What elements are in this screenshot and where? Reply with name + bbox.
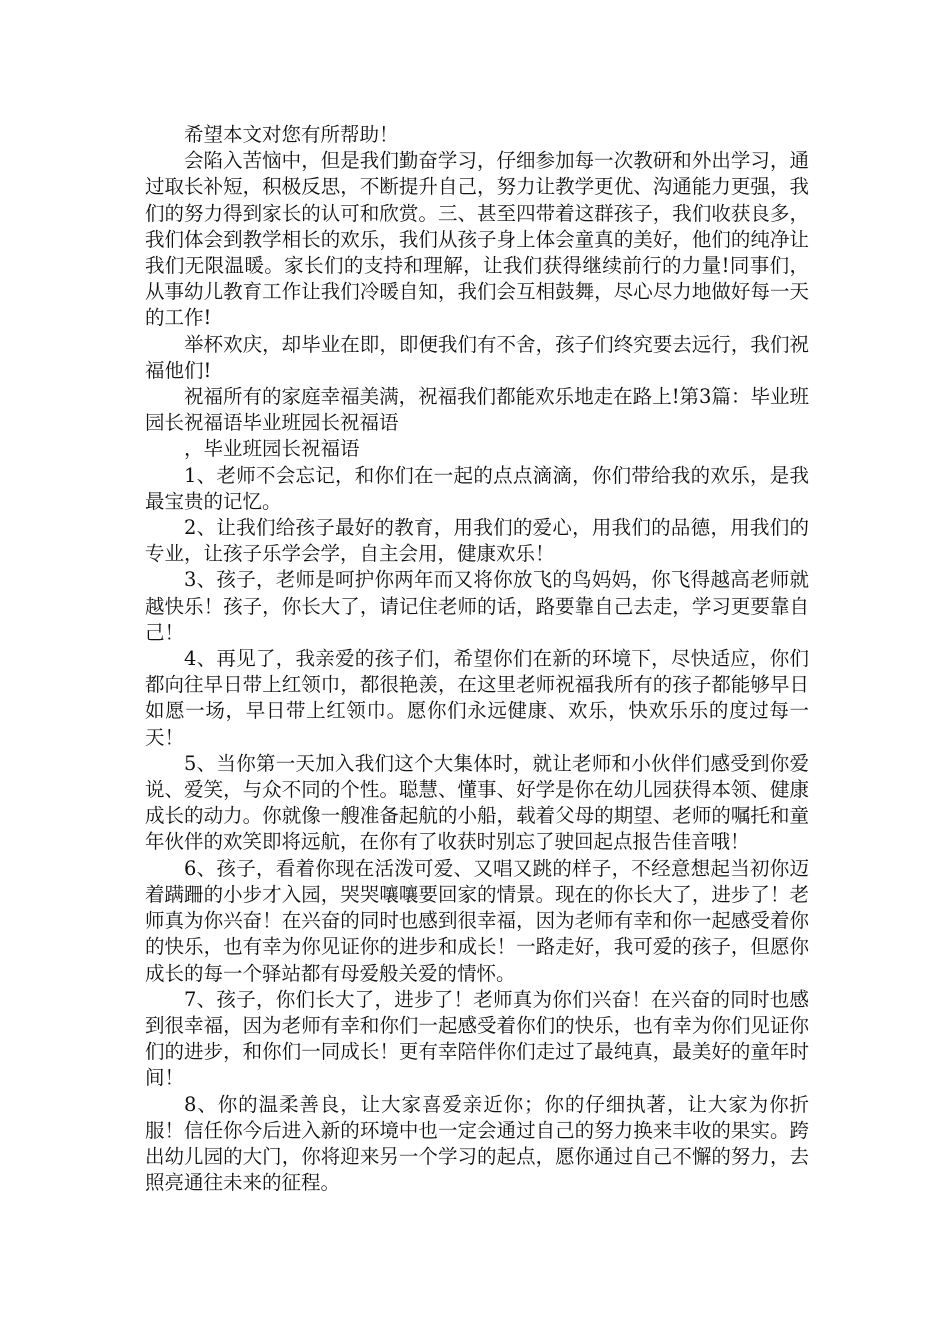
list-item-1: 1、老师不会忘记，和你们在一起的点点滴滴，你们带给我的欢乐，是我最宝贵的记忆。 <box>145 463 809 513</box>
list-item-2: 2、让我们给孩子最好的教育，用我们的爱心，用我们的品德，用我们的专业，让孩子乐学会学，自主会用，健康欢乐！ <box>145 516 809 566</box>
list-item-7: 7、孩子，你们长大了，进步了！老师真为你们兴奋！在兴奋的同时也感到很幸福，因为老师有幸和你们一起感受着你们的快乐，也有幸为你们见证你们的进步，和你们一同成长！更有幸陪伴你们走过了最纯真，最美好的童年时间！ <box>145 987 809 1090</box>
paragraph-teacher-reflection: 会陷入苦恼中，但是我们勤奋学习，仔细参加每一次教研和外出学习，通过取长补短，积极反思，不断提升自己，努力让教学更优、沟通能力更强，我们的努力得到家长的认可和欣赏。三、甚至四带着这群孩子，我们收获良多，我们体会到教学相长的欢乐，我们从孩子身上体会童真的美好，他们的纯净让我们无限温暖。家长们的支持和理解，让我们获得继续前行的力量!同事们，从事幼儿教育工作让我们冷暖自知，我们会互相鼓舞，尽心尽力地做好每一天的工作! <box>145 149 809 330</box>
list-item-6: 6、孩子，看着你现在活泼可爱、又唱又跳的样子，不经意想起当初你迈着蹒跚的小步才入园，哭哭嚷嚷要回家的情景。现在的你长大了，进步了！老师真为你兴奋！在兴奋的同时也感到很幸福，因为老师有幸和你一起感受着你的快乐，也有幸为你见证你的进步和成长！一路走好，我可爱的孩子，但愿你成长的每一个驿站都有母爱般关爱的情怀。 <box>145 856 809 985</box>
paragraph-closing-wish: 希望本文对您有所帮助！ <box>184 123 399 146</box>
list-item-8: 8、你的温柔善良，让大家喜爱亲近你；你的仔细执著，让大家为你折服！信任你今后进入新的环境中也一定会通过自己的努力换来丰收的果实。跨出幼儿园的大门，你将迎来另一个学习的起点，愿你通过自己不懈的努力，去照亮通往未来的征程。 <box>145 1092 809 1195</box>
paragraph-subheading: ，毕业班园长祝福语 <box>184 437 360 461</box>
list-item-5: 5、当你第一天加入我们这个大集体时，就让老师和小伙伴们感受到你爱说、爱笑，与众不同的个性。聪慧、懂事、好学是你在幼儿园获得本领、健康成长的动力。你就像一艘准备起航的小船，载着父母的期望、老师的嘱托和童年伙伴的欢笑即将远航，在你有了收获时别忘了驶回起点报告佳音哦！ <box>145 751 809 854</box>
list-item-3: 3、孩子，老师是呵护你两年而又将你放飞的鸟妈妈，你飞得越高老师就越快乐！孩子，你长大了，请记住老师的话，路要靠自己去走，学习更要靠自己！ <box>145 568 809 644</box>
document-body <box>145 122 809 1196</box>
list-item-4: 4、再见了，我亲爱的孩子们，希望你们在新的环境下，尽快适应，你们都向往早日带上红领巾，都很艳羡，在这里老师祝福我所有的孩子都能够早日如愿一场，早日带上红领巾。愿你们永远健康、欢乐，快欢乐乐的度过每一天！ <box>145 647 809 749</box>
paragraph-farewell: 举杯欢庆，却毕业在即，即便我们有不舍，孩子们终究要去远行，我们祝福他们! <box>145 332 809 382</box>
paragraph-blessing: 祝福所有的家庭幸福美满，祝福我们都能欢乐地走在路上!第3篇：毕业班园长祝福语毕业班园长祝福语 <box>145 385 809 435</box>
